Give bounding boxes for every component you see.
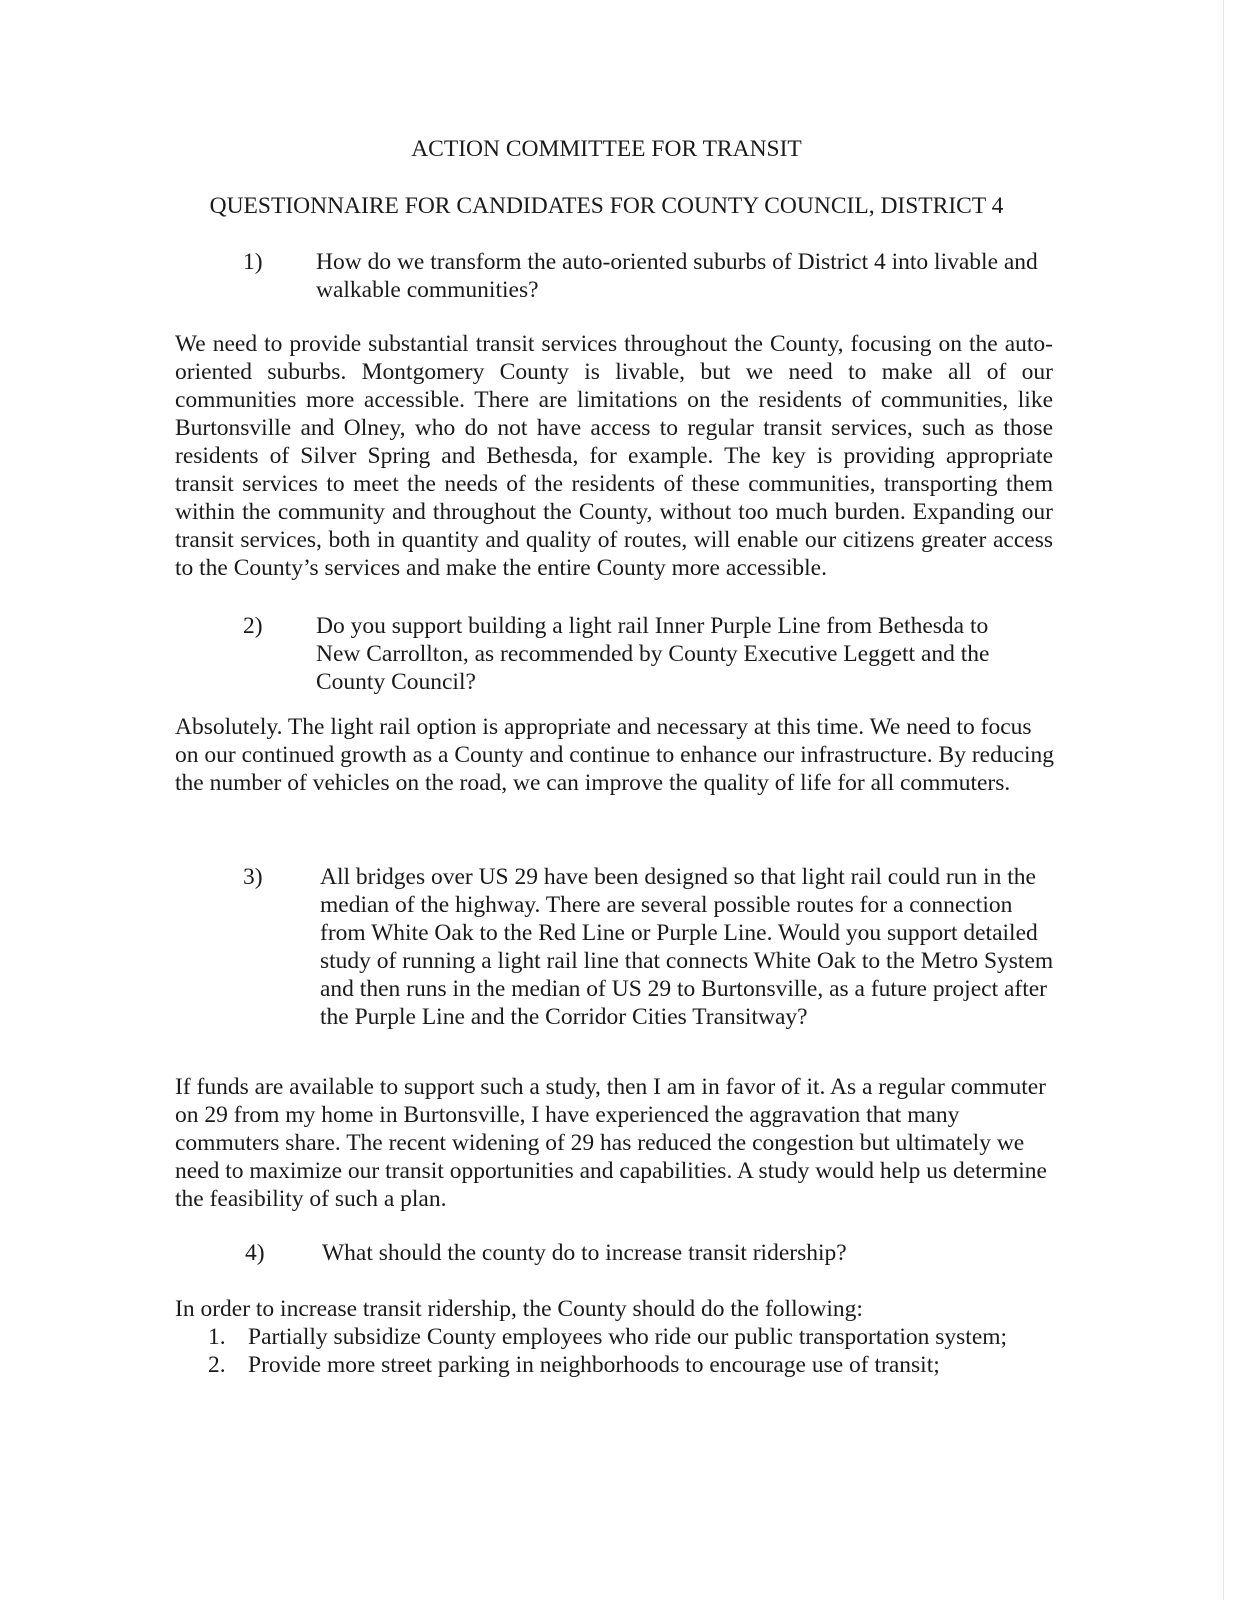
answer-3: If funds are available to support such a study, then I am in favor of it. As a regular commuter on 29 from my home in Burtonsville, I have experienced the aggravation that many commuters share. The recent widening of 29 has reduced the congestion but ultimately we need to maximize our transit opportunities and capabilities. A study would help us determine the feasibility of such a plan. (175, 1074, 1047, 1212)
question-text: How do we transform the auto-oriented suburbs of District 4 into livable and walkable communities? (316, 249, 1038, 303)
answer-2: Absolutely. The light rail option is appropriate and necessary at this time. We need to focus on our continued growth as a County and continue to enhance our infrastructure. By reducing the number of vehicles on the road, we can improve the quality of life for all commuters. (175, 714, 1055, 796)
answer-4: In order to increase transit ridership, the County should do the following: (175, 1296, 863, 1322)
scan-edge-line (1223, 0, 1224, 1600)
question-text: All bridges over US 29 have been designed so that light rail could run in the median of the highway. There are several possible routes for a connection from White Oak to the Red Line or Purple Line. Would you support detailed study of running a light rail line that connects White Oak to the Metro System and then runs in the median of US 29 to Burtonsville, as a future project after the Purple Line and the Corridor Cities Transitway? (320, 864, 1054, 1030)
list-item (208, 1351, 1007, 1379)
org-title: ACTION COMMITTEE FOR TRANSIT (411, 136, 802, 162)
answer-1: We need to provide substantial transit services throughout the County, focusing on the auto-oriented suburbs. Montgomery County is livable, but we need to make all of our communities more accessible. There are limitations on the residents of communities, like Burtonsville and Olney, who do not have access to regular transit services, such as those residents of Silver Spring and Bethesda, for example. The key is providing appropriate transit services to meet the needs of the residents of these communities, transporting them within the community and throughout the County, without too much burden. Expanding our transit services, both in quantity and quality of routes, will enable our citizens greater access to the County’s services and make the entire County more accessible. (175, 331, 1053, 581)
question-text: Do you support building a light rail Inner Purple Line from Bethesda to New Carrollton, as recommended by County Executive Leggett and the County Council? (316, 613, 990, 695)
question-number: 1) (243, 249, 263, 275)
list-item (208, 1323, 1007, 1351)
question-number: 2) (243, 613, 263, 639)
answer-4-list (208, 1323, 1007, 1379)
question-number: 4) (245, 1240, 265, 1266)
list-item-text: Partially subsidize County employees who ride our public transportation system; (248, 1324, 1008, 1350)
list-item-number: 2. (208, 1352, 226, 1378)
questionnaire-title: QUESTIONNAIRE FOR CANDIDATES FOR COUNTY COUNCIL, DISTRICT 4 (209, 193, 1004, 219)
question-number: 3) (243, 864, 263, 890)
list-item-text: Provide more street parking in neighborhoods to encourage use of transit; (248, 1352, 940, 1378)
question-text: What should the county do to increase transit ridership? (322, 1240, 847, 1266)
list-item-number: 1. (208, 1324, 226, 1350)
